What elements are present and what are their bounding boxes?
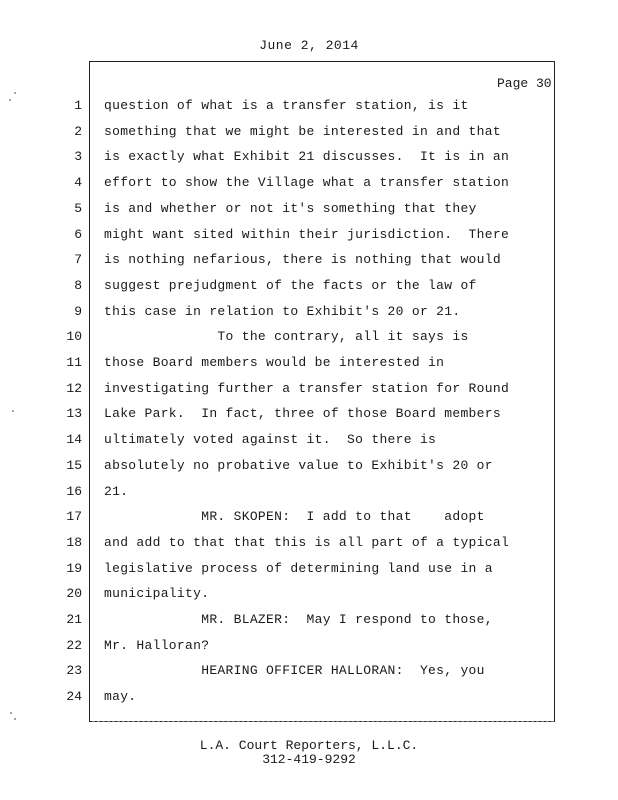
transcript-line: investigating further a transfer station for Round [104, 381, 510, 396]
transcript-line: and add to that that this is all part of a typical [104, 535, 510, 550]
line-number: 8 [74, 278, 82, 293]
transcript-line: ultimately voted against it. So there is [104, 432, 437, 447]
line-number: 7 [74, 252, 82, 267]
transcript-line: MR. BLAZER: May I respond to those, [104, 612, 493, 627]
line-number: 23 [66, 663, 82, 678]
line-number: 20 [66, 586, 82, 601]
transcript-line: effort to show the Village what a transfer station [104, 175, 510, 190]
line-number: 2 [74, 124, 82, 139]
line-number: 4 [74, 175, 82, 190]
line-number: 1 [74, 98, 82, 113]
transcript-line: is exactly what Exhibit 21 discusses. It is in an [104, 149, 510, 164]
line-number: 11 [66, 355, 82, 370]
line-number: 3 [74, 149, 82, 164]
line-number: 5 [74, 201, 82, 216]
scan-speck [12, 410, 14, 412]
scan-speck [14, 718, 16, 720]
transcript-line: those Board members would be interested in [104, 355, 445, 370]
transcript-line: To the contrary, all it says is [104, 329, 469, 344]
line-number: 22 [66, 638, 82, 653]
line-number: 6 [74, 227, 82, 242]
scan-speck [9, 99, 11, 101]
scan-speck [10, 712, 12, 714]
footer-company: L.A. Court Reporters, L.L.C. [199, 738, 419, 753]
transcript-line: municipality. [104, 586, 210, 601]
transcript-line: 21. [104, 484, 129, 499]
line-number: 21 [66, 612, 82, 627]
line-number: 15 [66, 458, 82, 473]
transcript-line: HEARING OFFICER HALLORAN: Yes, you [104, 663, 485, 678]
line-number: 14 [66, 432, 82, 447]
transcript-line: absolutely no probative value to Exhibit's 20 or [104, 458, 493, 473]
transcript-line: this case in relation to Exhibit's 20 or 21. [104, 304, 461, 319]
line-number: 13 [66, 406, 82, 421]
line-number: 17 [66, 509, 82, 524]
line-number: 16 [66, 484, 82, 499]
transcript-line: is nothing nefarious, there is nothing that would [104, 252, 501, 267]
footer-phone: 312-419-9292 [262, 752, 356, 767]
line-number: 9 [74, 304, 82, 319]
transcript-line: MR. SKOPEN: I add to that adopt [104, 509, 485, 524]
line-number: 18 [66, 535, 82, 550]
header-date: June 2, 2014 [259, 38, 359, 53]
line-number: 10 [66, 329, 82, 344]
line-number: 12 [66, 381, 82, 396]
line-number: 24 [66, 689, 82, 704]
transcript-line: might want sited within their jurisdiction. There [104, 227, 510, 242]
transcript-line: legislative process of determining land use in a [104, 561, 493, 576]
scan-speck [14, 92, 16, 94]
transcript-line: is and whether or not it's something that they [104, 201, 477, 216]
transcript-line: suggest prejudgment of the facts or the law of [104, 278, 477, 293]
transcript-line: something that we might be interested in and that [104, 124, 501, 139]
transcript-line: Mr. Halloran? [104, 638, 210, 653]
transcript-line: question of what is a transfer station, is it [104, 98, 469, 113]
page-number: Page 30 [497, 76, 552, 91]
transcript-line: Lake Park. In fact, three of those Board members [104, 406, 501, 421]
transcript-line: may. [104, 689, 137, 704]
line-number: 19 [66, 561, 82, 576]
frame-bottom-rule [92, 721, 554, 724]
